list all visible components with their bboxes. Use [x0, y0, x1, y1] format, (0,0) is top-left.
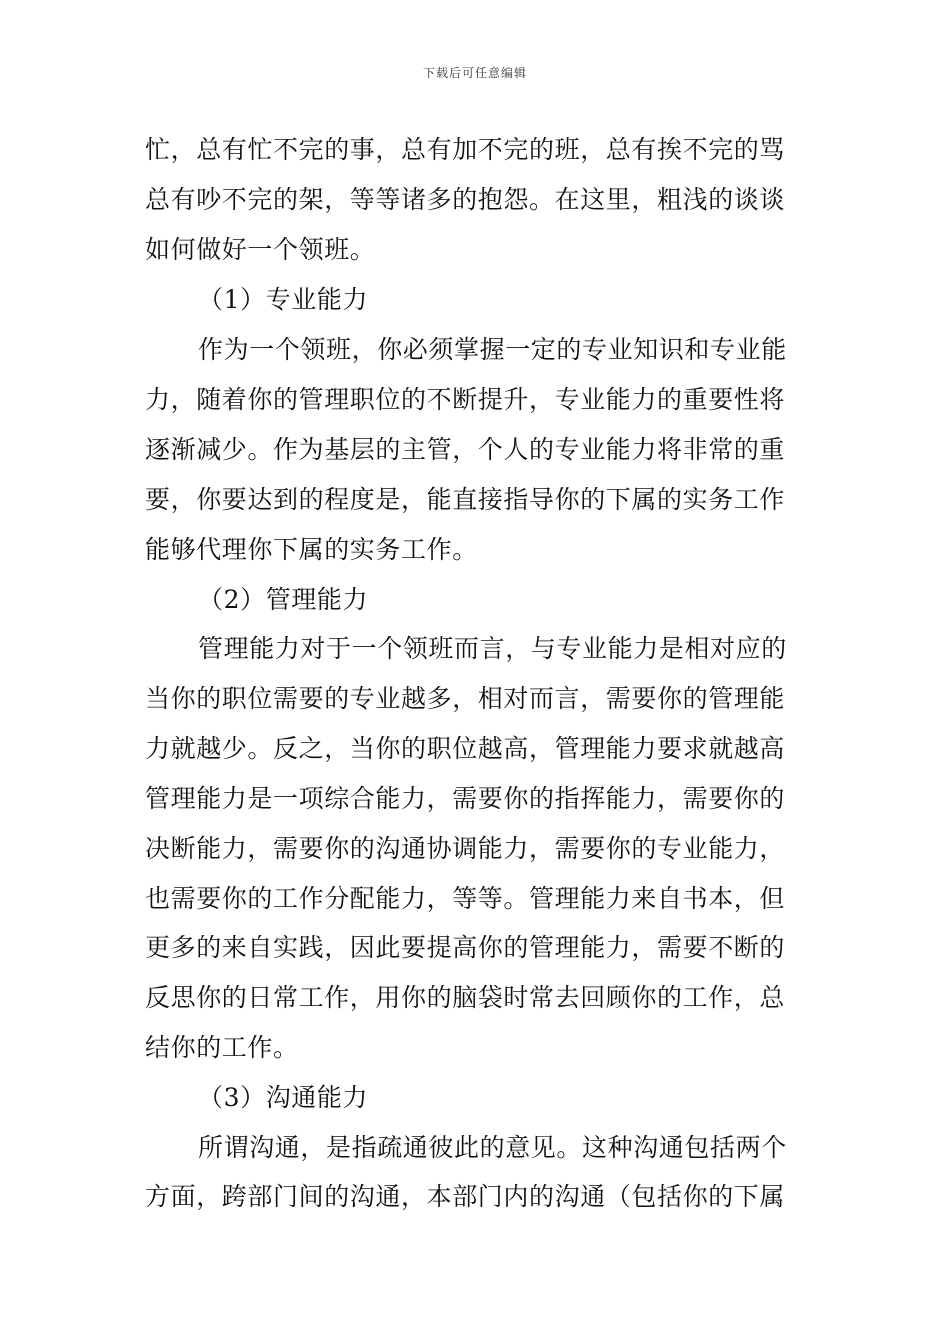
body-text-line: 要，你要达到的程度是，能直接指导你的下属的实务工作	[145, 485, 786, 514]
body-text-line: 作为一个领班，你必须掌握一定的专业知识和专业能	[198, 335, 787, 364]
body-text-line: 力就越少。反之，当你的职位越高，管理能力要求就越高	[145, 734, 786, 763]
body-text-line: 结你的工作。	[145, 1033, 299, 1062]
body-text-line: 当你的职位需要的专业越多，相对而言，需要你的管理能	[145, 684, 786, 713]
header-note: 下载后可任意编辑	[422, 66, 527, 80]
body-text-line: 忙，总有忙不完的事，总有加不完的班，总有挨不完的骂	[145, 135, 786, 164]
body-text-line: 所谓沟通，是指疏通彼此的意见。这种沟通包括两个	[198, 1133, 787, 1162]
body-text-line: 反思你的日常工作，用你的脑袋时常去回顾你的工作，总	[145, 983, 786, 1012]
body-text-line: 决断能力，需要你的沟通协调能力，需要你的专业能力，	[145, 834, 786, 863]
body-text-line: 管理能力是一项综合能力，需要你的指挥能力，需要你的	[145, 784, 786, 813]
body-text-line: 更多的来自实践，因此要提高你的管理能力，需要不断的	[145, 933, 786, 962]
body-text-line: 也需要你的工作分配能力，等等。管理能力来自书本，但	[145, 884, 786, 913]
section-heading-professional: （1）专业能力	[198, 285, 369, 314]
section-heading-management: （2）管理能力	[198, 585, 369, 614]
body-text-line: 如何做好一个领班。	[145, 235, 376, 264]
body-text-line: 总有吵不完的架，等等诸多的抱怨。在这里，粗浅的谈谈	[145, 185, 786, 214]
body-text-line: 逐渐减少。作为基层的主管，个人的专业能力将非常的重	[145, 435, 786, 464]
section-heading-communication: （3）沟通能力	[198, 1083, 369, 1112]
body-text-line: 力，随着你的管理职位的不断提升，专业能力的重要性将	[145, 385, 786, 414]
body-text-line: 能够代理你下属的实务工作。	[145, 535, 478, 564]
body-text-line: 方面，跨部门间的沟通，本部门内的沟通（包括你的下属	[145, 1182, 786, 1211]
body-text-line: 管理能力对于一个领班而言，与专业能力是相对应的	[198, 634, 787, 663]
